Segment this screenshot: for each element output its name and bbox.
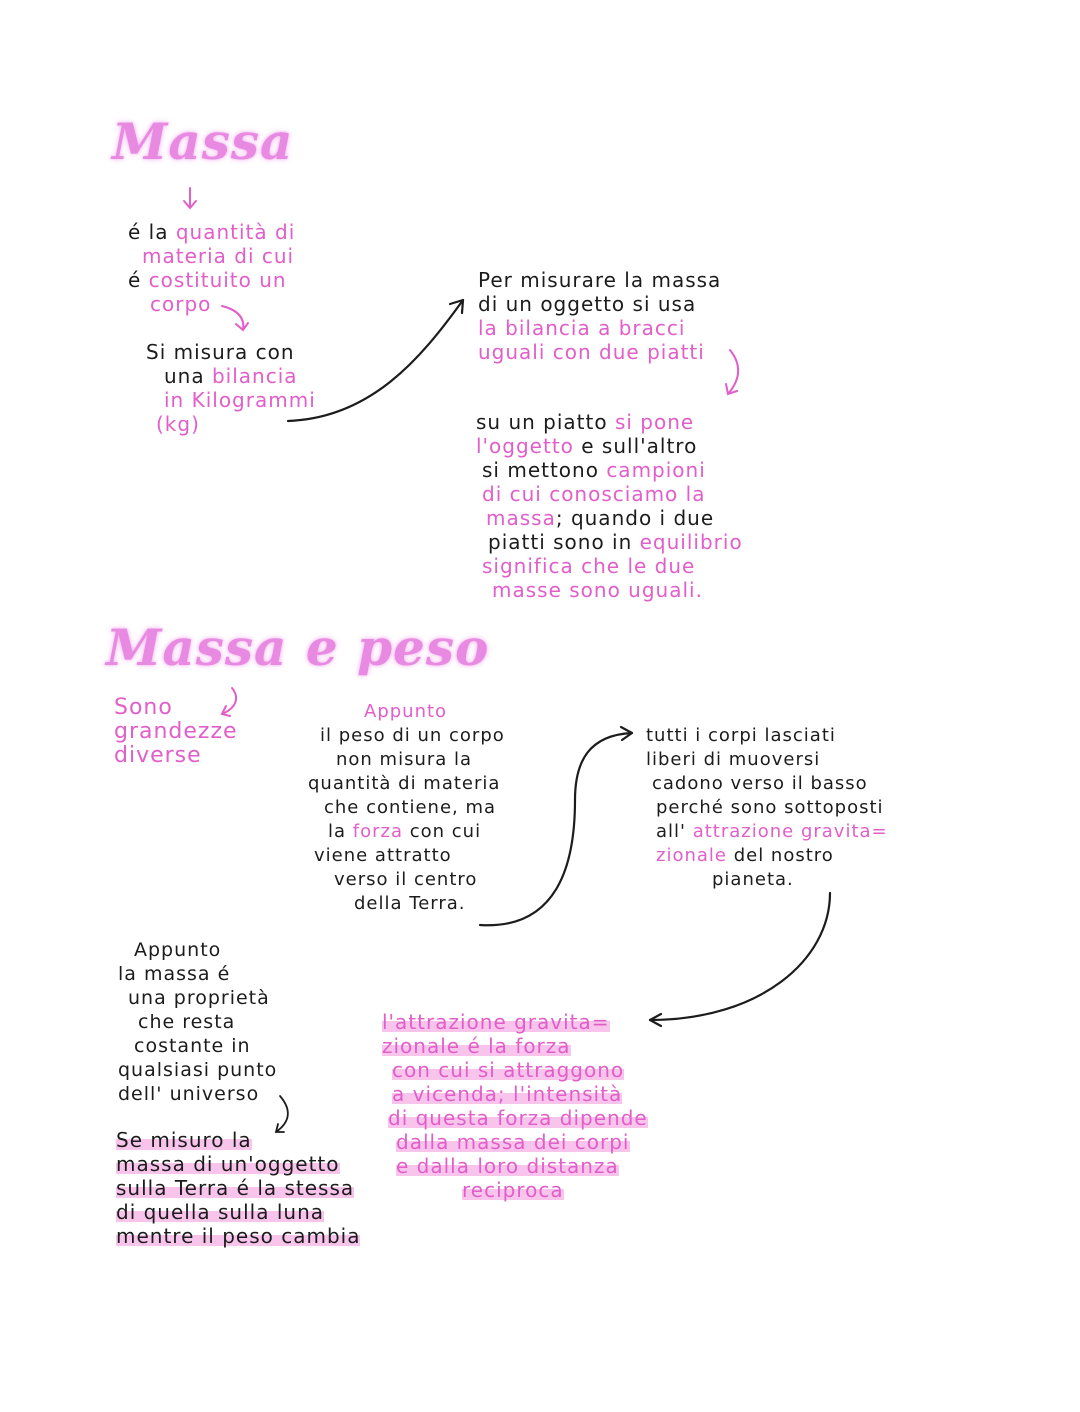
gravita-line-6: dalla massa dei corpi xyxy=(396,1130,630,1154)
proprieta-line-7: dell' universo xyxy=(118,1083,260,1105)
corpi-line-5a: all' xyxy=(656,821,693,842)
grandezze-line-3: diverse xyxy=(114,743,202,768)
piatto-line-5b: ; quando i due xyxy=(555,506,715,530)
peso-line-1: Appunto xyxy=(364,701,448,722)
piatto-line-1a: su un piatto xyxy=(476,410,615,434)
proprieta-line-4: che resta xyxy=(138,1011,236,1033)
piatto-line-6b: equilibrio xyxy=(639,530,743,554)
misurare-line-2: di un oggetto si usa xyxy=(478,292,697,316)
massa-def-line-3a: é xyxy=(128,268,149,292)
terra-block xyxy=(116,1128,360,1248)
proprieta-line-3: una proprietà xyxy=(128,987,270,1009)
piatto-line-2b: e sull'altro xyxy=(573,434,698,458)
piatto-line-2a: l'oggetto xyxy=(476,434,574,458)
peso-line-6a: la xyxy=(328,821,353,842)
massa-def-line-2: materia di cui xyxy=(142,244,295,268)
corpi-line-4: perché sono sottoposti xyxy=(656,797,884,818)
massa-definition xyxy=(128,220,295,316)
misura-line-3: in Kilogrammi xyxy=(164,388,316,412)
corpi-line-3: cadono verso il basso xyxy=(652,773,868,794)
terra-line-4: di quella sulla luna xyxy=(116,1200,324,1224)
peso-line-6c: con cui xyxy=(403,821,482,842)
terra-line-1: Se misuro la xyxy=(116,1128,252,1152)
gravita-block xyxy=(382,1010,648,1202)
piatto-line-3a: si mettono xyxy=(482,458,607,482)
corpi-line-2: liberi di muoversi xyxy=(646,749,821,770)
terra-line-3: sulla Terra é la stessa xyxy=(116,1176,355,1200)
corpi-line-6b: del nostro xyxy=(726,845,834,866)
piatto-line-3b: campioni xyxy=(606,458,706,482)
peso-line-2: il peso di un corpo xyxy=(320,725,505,746)
misura-line-2b: bilancia xyxy=(211,364,298,388)
misura-line-2a: una xyxy=(164,364,212,388)
corpi-line-5b: attrazione gravita= xyxy=(692,821,888,842)
title-massa: Massa xyxy=(112,112,294,171)
piatto-block xyxy=(476,410,743,602)
misurare-line-1: Per misurare la massa xyxy=(478,268,722,292)
peso-line-6b: forza xyxy=(352,821,403,842)
massa-def-line-3b: costituito un xyxy=(148,268,287,292)
proprieta-line-6: qualsiasi punto xyxy=(118,1059,278,1081)
misura-block xyxy=(146,340,316,436)
massa-def-line-1a: é la xyxy=(128,220,176,244)
massa-def-line-1b: quantità di xyxy=(175,220,296,244)
gravita-line-3: con cui si attraggono xyxy=(392,1058,625,1082)
misura-line-1: Si misura con xyxy=(146,340,295,364)
gravita-line-4: a vicenda; l'intensità xyxy=(392,1082,623,1106)
proprieta-line-2: la massa é xyxy=(118,963,231,985)
misurare-line-4: uguali con due piatti xyxy=(478,340,705,364)
peso-line-3: non misura la xyxy=(336,749,473,770)
arrow-universo-down xyxy=(276,1096,288,1132)
grandezze-line-1: Sono xyxy=(114,695,173,720)
arrow-piatti-down xyxy=(726,350,738,394)
misura-line-4: (kg) xyxy=(156,412,200,436)
misurare-block xyxy=(478,268,721,364)
piatto-line-1b: si pone xyxy=(614,410,695,434)
gravita-line-1: l'attrazione gravita= xyxy=(382,1010,610,1034)
arrow-massa-down xyxy=(184,188,196,208)
peso-line-9: della Terra. xyxy=(354,893,466,914)
corpi-block xyxy=(646,724,888,892)
gravita-line-5: di questa forza dipende xyxy=(388,1106,648,1130)
terra-line-2: massa di un'oggetto xyxy=(116,1152,340,1176)
corpi-line-7: pianeta. xyxy=(712,869,794,890)
gravita-line-7: e dalla loro distanza xyxy=(396,1154,619,1178)
arrow-corpi-to-gravita xyxy=(650,893,830,1020)
corpi-line-6a: zionale xyxy=(656,845,727,866)
corpi-line-1: tutti i corpi lasciati xyxy=(646,725,836,746)
massa-def-line-4: corpo xyxy=(150,292,212,316)
piatto-line-8: masse sono uguali. xyxy=(492,578,703,602)
piatto-line-4: di cui conosciamo la xyxy=(482,482,706,506)
title-massa-e-peso: Massa e peso xyxy=(106,618,490,677)
gravita-line-2: zionale é la forza xyxy=(382,1034,571,1058)
piatto-line-5a: massa xyxy=(486,506,556,530)
peso-line-5: che contiene, ma xyxy=(324,797,497,818)
peso-line-7: viene attratto xyxy=(314,845,452,866)
terra-line-5: mentre il peso cambia xyxy=(116,1224,361,1248)
piatto-line-7: significa che le due xyxy=(482,554,696,578)
peso-block xyxy=(308,700,505,916)
proprieta-block xyxy=(118,938,277,1106)
misurare-line-3: la bilancia a bracci xyxy=(478,316,686,340)
grandezze-line-2: grandezze xyxy=(114,719,238,744)
proprieta-line-5: costante in xyxy=(134,1035,251,1057)
grandezze-block xyxy=(114,696,238,768)
proprieta-line-1: Appunto xyxy=(134,939,222,961)
piatto-line-6a: piatti sono in xyxy=(488,530,640,554)
peso-line-8: verso il centro xyxy=(334,869,478,890)
peso-line-4: quantità di materia xyxy=(308,773,501,794)
gravita-line-8: reciproca xyxy=(462,1178,564,1202)
